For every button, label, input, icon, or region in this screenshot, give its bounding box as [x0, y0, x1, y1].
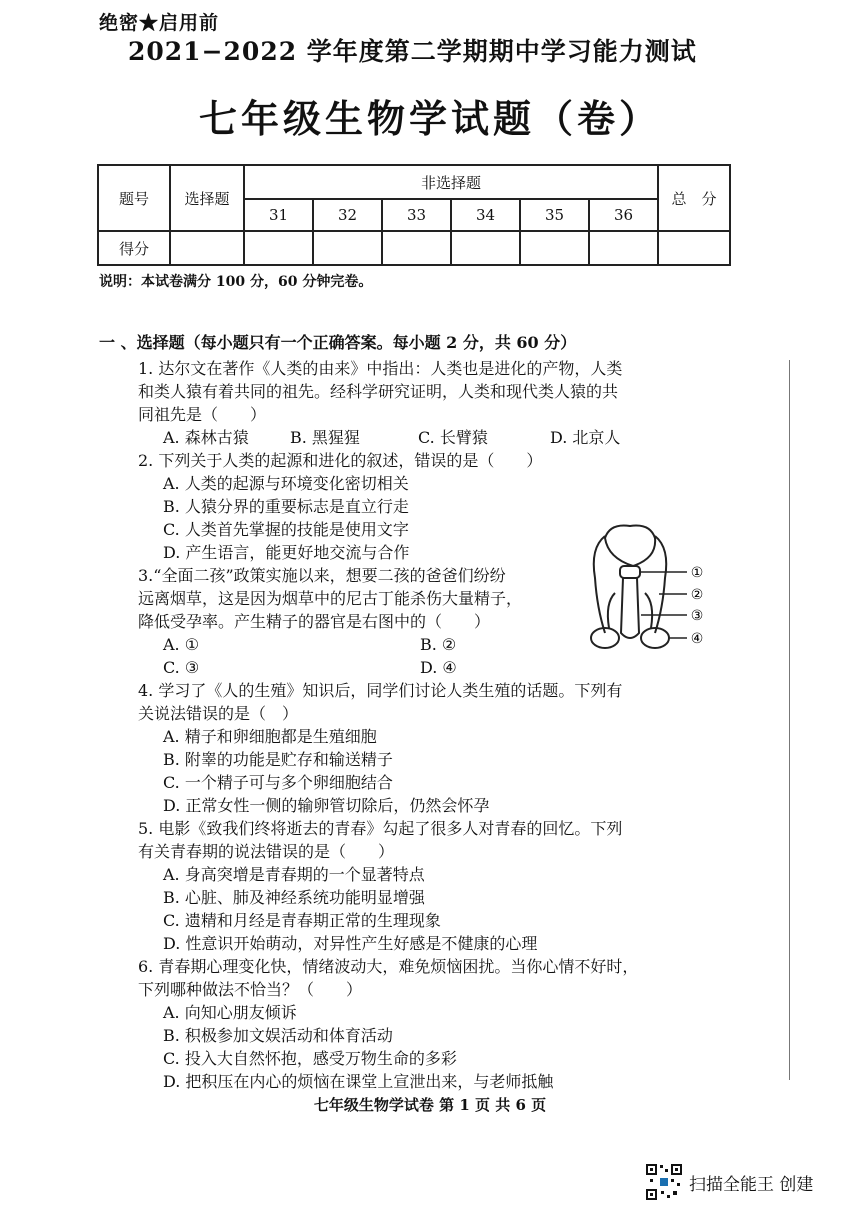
secrecy-label: 绝密★启用前 [99, 12, 220, 34]
scanner-watermark [645, 1163, 813, 1201]
option: D. ④ [420, 658, 457, 677]
col-number: 33 [382, 199, 451, 231]
option: A. ① [163, 635, 200, 654]
option: B. 附睾的功能是贮存和输送精子 [163, 750, 393, 769]
qr-code-icon [645, 1163, 683, 1201]
col-number: 36 [589, 199, 658, 231]
option: A. 向知心朋友倾诉 [163, 1003, 297, 1022]
option: B. 黑猩猩 [290, 428, 360, 447]
option: D. 正常女性一侧的输卵管切除后，仍然会怀孕 [163, 796, 490, 815]
option: A. 身高突增是青春期的一个显著特点 [163, 865, 425, 884]
option: B. 积极参加文娱活动和体育活动 [163, 1026, 393, 1045]
score-cell [520, 231, 589, 265]
option: D. 北京人 [550, 428, 621, 447]
reproductive-system-diagram [575, 518, 710, 668]
option: B. ② [420, 635, 457, 654]
score-cell [589, 231, 658, 265]
page-title: 七年级生物学试题（卷） [198, 96, 661, 141]
question-line: 2. 下列关于人类的起源和进化的叙述，错误的是（ ） [138, 451, 543, 470]
option: C. 投入大自然怀抱，感受万物生命的多彩 [163, 1049, 457, 1068]
page-footer: 七年级生物学试卷 第 1 页 共 6 页 [313, 1096, 547, 1114]
question-line: 1. 达尔文在著作《人类的由来》中指出：人类也是进化的产物，人类 [138, 359, 623, 378]
option: C. 一个精子可与多个卵细胞结合 [163, 773, 393, 792]
score-cell [658, 231, 730, 265]
diagram-label: ④ [690, 631, 704, 647]
question-line: 下列哪种做法不恰当？（ ） [138, 980, 363, 999]
brand-text: 扫描全能王 创建 [689, 1174, 814, 1195]
option: A. 精子和卵细胞都是生殖细胞 [163, 727, 377, 746]
diagram-label: ② [690, 587, 704, 603]
option: A. 森林古猿 [163, 428, 249, 447]
option: A. 人类的起源与环境变化密切相关 [163, 474, 409, 493]
option: D. 把积压在内心的烦恼在课堂上宣泄出来，与老师抵触 [163, 1072, 554, 1091]
option: C. 人类首先掌握的技能是使用文字 [163, 520, 409, 539]
question-line: 5. 电影《致我们终将逝去的青春》勾起了很多人对青春的回忆。下列 [138, 819, 623, 838]
question-line: 有关青春期的说法错误的是（ ） [138, 842, 395, 861]
score-cell [382, 231, 451, 265]
question-line: 远离烟草，这是因为烟草中的尼古丁能杀伤大量精子， [138, 589, 523, 608]
option: C. 遗精和月经是青春期正常的生理现象 [163, 911, 441, 930]
margin-rule [789, 360, 790, 1080]
option: C. 长臂猿 [418, 428, 488, 447]
question-line: 同祖先是（ ） [138, 405, 267, 424]
score-cell [451, 231, 520, 265]
header-total: 总 分 [658, 165, 730, 231]
header-tihao: 题号 [98, 165, 170, 231]
col-number: 35 [520, 199, 589, 231]
option: B. 心脏、肺及神经系统功能明显增强 [163, 888, 425, 907]
diagram-label: ① [690, 565, 704, 581]
question-line: 降低受孕率。产生精子的器官是右图中的（ ） [138, 612, 491, 631]
score-cell [313, 231, 382, 265]
question-line: 6. 青春期心理变化快，情绪波动大，难免烦恼困扰。当你心情不好时， [138, 957, 639, 976]
score-table [97, 164, 731, 266]
option: C. ③ [163, 658, 200, 677]
header-nonchoice: 非选择题 [244, 165, 658, 199]
score-cell [170, 231, 244, 265]
question-line: 和类人猿有着共同的祖先。经科学研究证明，人类和现代类人猿的共 [138, 382, 619, 401]
option: D. 性意识开始萌动，对异性产生好感是不健康的心理 [163, 934, 538, 953]
col-number: 34 [451, 199, 520, 231]
header-choice: 选择题 [170, 165, 244, 231]
section-title: 一 、选择题（每小题只有一个正确答案。每小题 2 分，共 60 分） [99, 333, 577, 352]
col-number: 31 [244, 199, 313, 231]
question-line: 4. 学习了《人的生殖》知识后，同学们讨论人类生殖的话题。下列有 [138, 681, 623, 700]
question-line: 3.“全面二孩”政策实施以来，想要二孩的爸爸们纷纷 [138, 566, 506, 585]
diagram-label: ③ [690, 608, 704, 624]
exam-title: 2021−2022 学年度第二学期期中学习能力测试 [128, 37, 697, 66]
option: D. 产生语言，能更好地交流与合作 [163, 543, 410, 562]
option: B. 人猿分界的重要标志是直立行走 [163, 497, 409, 516]
question-line: 关说法错误的是（ ） [138, 704, 299, 723]
row-defen: 得分 [98, 231, 170, 265]
col-number: 32 [313, 199, 382, 231]
instructions-note: 说明：本试卷满分 100 分，60 分钟完卷。 [99, 274, 373, 290]
score-cell [244, 231, 313, 265]
